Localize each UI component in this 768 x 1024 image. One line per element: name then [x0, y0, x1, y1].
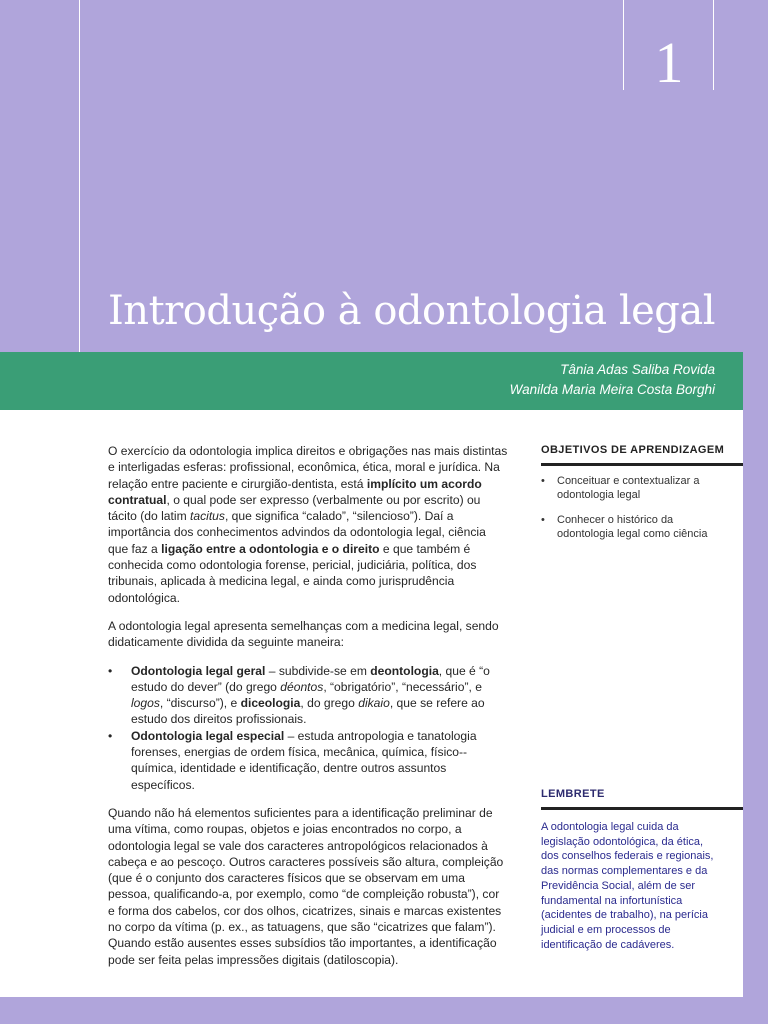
bold-text: ligação entre a odontologia e o direito	[161, 541, 380, 556]
objectives-box	[541, 442, 743, 551]
bold-text: implícito um acordo contratual	[108, 476, 482, 507]
text-run: , o qual pode ser expresso (verbalmente ou por escrito) ou tácito (do latim	[108, 492, 481, 524]
italic-text: tacitus	[190, 509, 225, 524]
author-name-2: Wanilda Maria Meira Costa Borghi	[509, 382, 715, 397]
list-item	[541, 474, 727, 503]
bullet-marker: •	[108, 728, 113, 743]
objective-text: Conhecer o histórico da odontologia legal como ciência	[557, 513, 708, 540]
reminder-heading: LEMBRETE	[541, 786, 743, 810]
text-run: , que se refere ao estudo dos direitos profissionais.	[131, 696, 485, 727]
bullet-marker: •	[108, 663, 113, 678]
text-run: , que significa “calado”, “silencioso”). Daí a importância dos conhecimentos advindos da odontologia legal, ciência que faz a	[108, 509, 486, 556]
list-item	[108, 728, 508, 793]
bold-text: deontologia	[370, 663, 439, 678]
chapter-number: 1	[654, 30, 684, 95]
division-paragraph: A odontologia legal apresenta semelhanças com a medicina legal, sendo didaticamente dividida da seguinte maneira:	[108, 618, 499, 650]
bold-text: Odontologia legal geral	[131, 663, 266, 678]
objectives-heading: OBJETIVOS DE APRENDIZAGEM	[541, 442, 743, 466]
chapter-title: Introdução à odontologia legal	[108, 288, 716, 334]
division-list	[108, 663, 508, 793]
list-item	[541, 513, 727, 542]
text-run: – subdivide-se em	[265, 663, 371, 678]
author-name-1: Tânia Adas Saliba Rovida	[560, 362, 715, 377]
bullet-marker: •	[541, 475, 545, 487]
text-run: , “discurso”), e	[159, 696, 241, 711]
objective-text: Conceituar e contextualizar a odontologia legal	[557, 475, 700, 502]
list-item	[108, 663, 508, 728]
text-run: , que é “o estudo do dever” (do grego	[131, 663, 490, 694]
text-run: , “obrigatório”, “necessário”, e	[323, 679, 482, 694]
text-run: , do grego	[300, 696, 359, 711]
intro-paragraph	[108, 443, 508, 606]
italic-text: dikaio	[358, 696, 390, 711]
objectives-list	[541, 474, 743, 541]
number-box-right-rule	[713, 0, 714, 90]
bullet-marker: •	[541, 513, 545, 526]
text-run: O exercício da odontologia implica direitos e obrigações nas mais distintas e interligadas esferas: profissional, econômica, ética, moral e jurídica. Na relação entre paciente e cirurgião-dentista, está	[108, 444, 508, 491]
reminder-box	[541, 786, 743, 952]
main-text-column	[108, 443, 508, 980]
bold-text: diceologia	[240, 696, 301, 711]
list-item-text	[131, 729, 477, 792]
list-item-text	[131, 664, 490, 727]
left-vertical-rule	[79, 0, 80, 352]
italic-text: logos	[131, 696, 160, 711]
italic-text: déontos	[280, 679, 324, 694]
author-band	[0, 352, 743, 410]
identification-paragraph: Quando não há elementos suficientes para a identificação preliminar de uma vítima, como roupas, objetos e joias encontrados no corpo, a odontologia legal se vale dos caracteres antropológicos relacionados à cabeça e ao pescoço. Outros caracteres possíveis são altura, compleição (que é o conjunto dos caracteres físicos que se observam em uma pessoa, qualificando-a, por exemplo, como “de compleição robusta”), cor e forma dos cabelos, cor dos olhos, cicatrizes, sinais e marcas existentes no corpo da vítima (p. ex., as tatuagens, que são “cicatrizes que falam”). Quando estão ausentes esses subsídios tão importantes, a identificação pode ser feita pelas impressões digitais (datiloscopia).	[108, 805, 504, 967]
text-run: e que também é conhecida como odontologia forense, pericial, judiciária, política, dos tribunais, aplicada à medicina legal, e ainda como jurisprudência odontológica.	[108, 541, 477, 605]
bold-text: Odontologia legal especial	[131, 728, 285, 743]
reminder-text: A odontologia legal cuida da legislação odontológica, da ética, dos conselhos federais e regionais, das normas complementares e da Previdência Social, além de ser fundamental na infortunística (acidentes de trabalho), na perícia judicial e em processos de identificação de cadáveres.	[541, 821, 714, 951]
text-run: – estuda antropologia e tanatologia forenses, energias de ordem física, mecânica, química, físico--química, identidade e identificação, dentre outros assuntos específicos.	[131, 728, 477, 792]
number-box-left-rule	[623, 0, 624, 90]
